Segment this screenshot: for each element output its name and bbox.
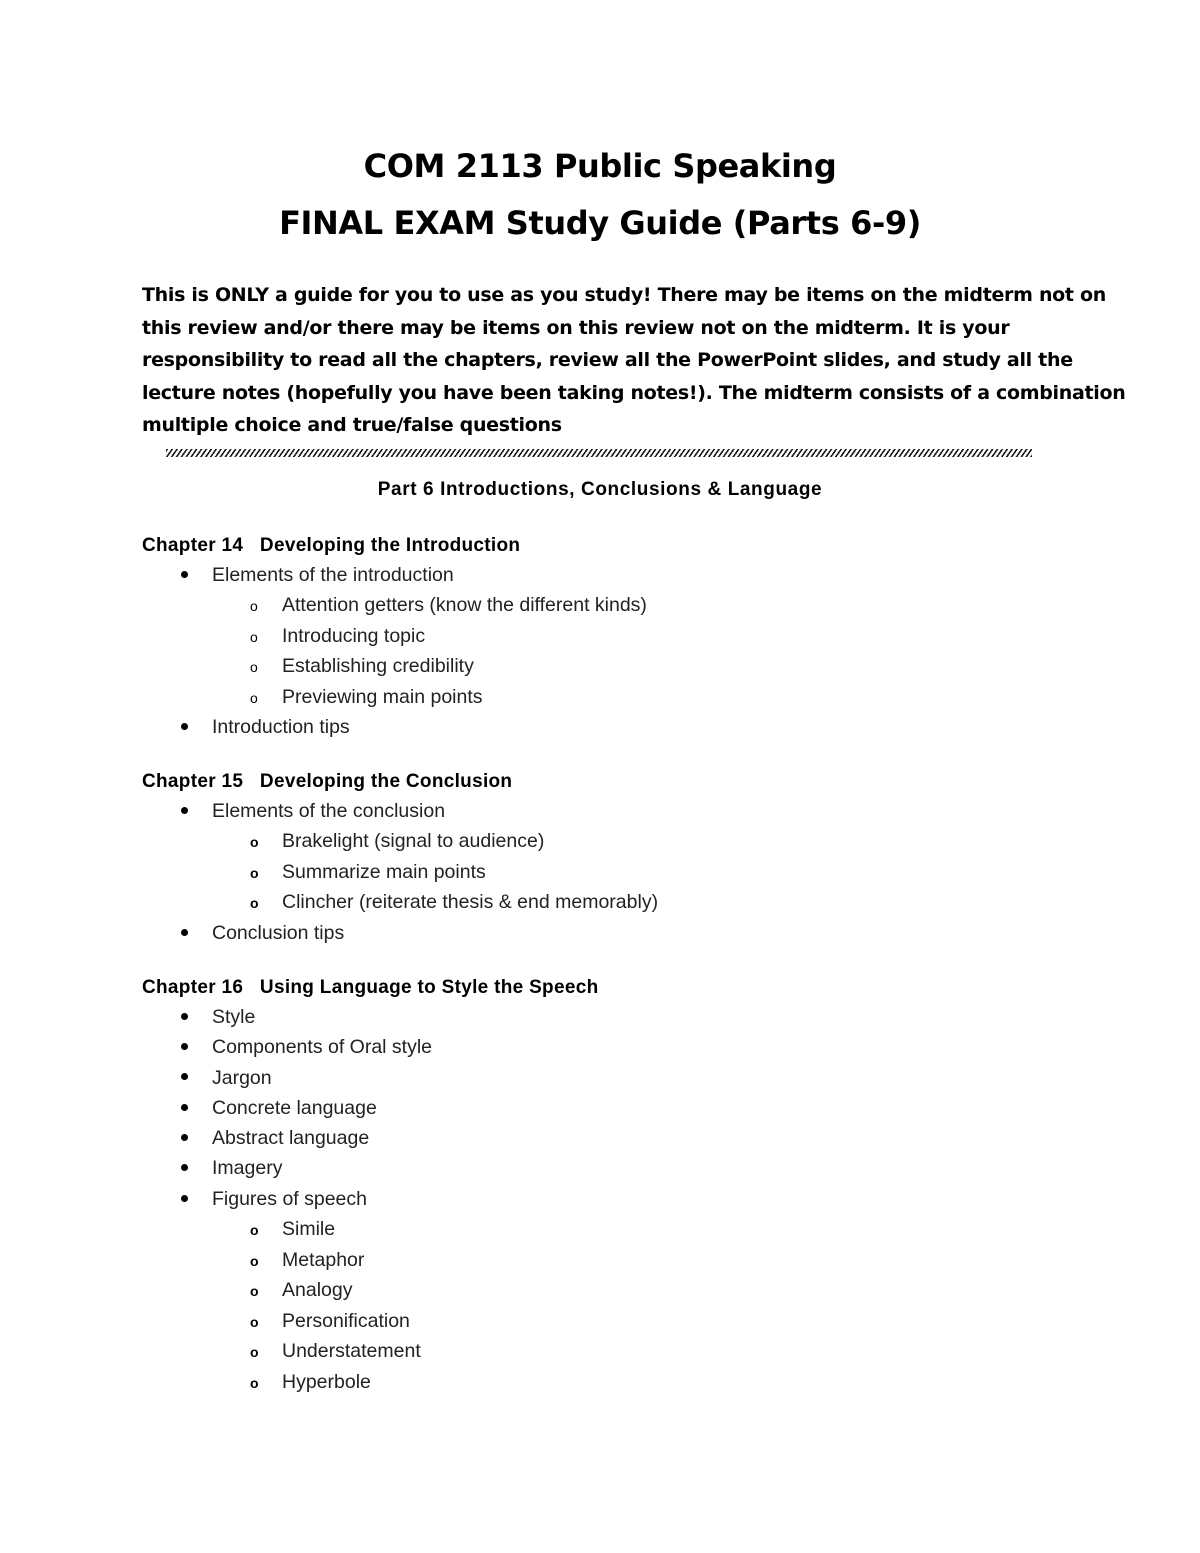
bullet-icon — [179, 1032, 189, 1062]
intro-line: This is ONLY a guide for you to use as you study! There may be items on the midterm not on — [142, 284, 1106, 306]
sub-list — [212, 590, 1142, 712]
sub-list-item — [142, 1306, 1142, 1337]
list-item — [142, 712, 1142, 742]
bullet-icon — [179, 712, 189, 742]
list-item — [142, 1063, 1142, 1093]
intro-line: this review and/or there may be items on this review not on the midterm. It is your — [142, 316, 1010, 339]
sub-item-label: Attention getters (know the different kinds) — [282, 594, 647, 617]
sub-list-item — [142, 651, 1142, 682]
chapter-section — [142, 768, 1142, 948]
circle-bullet-icon: o — [250, 895, 259, 912]
list-item — [142, 1032, 1142, 1062]
sub-list-item — [142, 887, 1142, 918]
bullet-icon — [179, 1184, 189, 1214]
chapter-section — [142, 532, 1142, 743]
intro-line: lecture notes (hopefully you have been taking notes!). The midterm consists of a combination — [142, 381, 1126, 404]
list-item-label: Figures of speech — [212, 1187, 368, 1210]
topic-list — [142, 796, 1142, 948]
circle-bullet-icon: o — [250, 659, 258, 676]
document-title: COM 2113 Public Speaking — [363, 147, 837, 185]
chapter-heading: Chapter 16 Using Language to Style the Speech — [142, 977, 599, 998]
sub-list-item — [142, 857, 1142, 888]
circle-bullet-icon: o — [250, 689, 258, 706]
sub-item-label: Metaphor — [282, 1248, 365, 1271]
list-item-label: Abstract language — [212, 1127, 370, 1150]
sub-list-item — [142, 590, 1142, 621]
intro-line: multiple choice and true/false questions — [142, 414, 562, 437]
circle-bullet-icon: o — [250, 834, 259, 851]
intro-paragraph — [142, 279, 1126, 442]
sub-item-label: Clincher (reiterate thesis & end memorably) — [282, 891, 659, 914]
circle-bullet-icon: o — [250, 628, 258, 645]
sub-item-label: Hyperbole — [282, 1370, 371, 1393]
sub-item-label: Introducing topic — [282, 624, 426, 647]
list-item — [142, 1123, 1142, 1153]
list-item — [142, 1002, 1142, 1032]
sub-list-item — [142, 826, 1142, 857]
sub-item-label: Summarize main points — [282, 860, 486, 883]
list-item — [142, 1093, 1142, 1123]
list-item — [142, 796, 1142, 918]
sub-list-item — [142, 682, 1142, 713]
circle-bullet-icon: o — [250, 1344, 259, 1361]
circle-bullet-icon: o — [250, 1222, 259, 1239]
chapter-heading: Chapter 15 Developing the Conclusion — [142, 771, 513, 792]
bullet-icon — [179, 1002, 189, 1032]
bullet-icon — [179, 1153, 189, 1183]
sub-item-label: Simile — [282, 1218, 336, 1241]
circle-bullet-icon: o — [250, 1374, 259, 1391]
bullet-icon — [179, 918, 189, 948]
sub-list-item — [142, 1245, 1142, 1276]
bullet-icon — [179, 560, 189, 590]
part-heading: Part 6 Introductions, Conclusions & Language — [377, 479, 823, 500]
bullet-icon — [179, 796, 189, 826]
sub-item-label: Personification — [282, 1309, 410, 1332]
sub-item-label: Brakelight (signal to audience) — [282, 830, 545, 853]
sub-list-item — [142, 1275, 1142, 1306]
circle-bullet-icon: o — [250, 1252, 259, 1269]
intro-line: responsibility to read all the chapters, review all the PowerPoint slides, and study all the — [142, 349, 1073, 372]
bullet-icon — [179, 1093, 189, 1123]
list-item-label: Concrete language — [212, 1096, 377, 1119]
list-item-label: Style — [212, 1006, 256, 1028]
sub-list — [212, 826, 1142, 918]
sub-item-label: Analogy — [282, 1279, 353, 1302]
document-subtitle: FINAL EXAM Study Guide (Parts 6-9) — [279, 204, 921, 242]
sub-item-label: Establishing credibility — [282, 655, 474, 678]
sub-list-item — [142, 1367, 1142, 1398]
list-item-label: Imagery — [212, 1157, 283, 1180]
sub-list — [212, 1214, 1142, 1397]
list-item-label: Elements of the introduction — [212, 564, 454, 586]
bullet-icon — [179, 1063, 189, 1093]
sub-item-label: Understatement — [282, 1340, 421, 1363]
sub-list-item — [142, 1336, 1142, 1367]
chapter-section — [142, 974, 1142, 1397]
list-item — [142, 1184, 1142, 1397]
circle-bullet-icon: o — [250, 864, 259, 881]
chapter-heading: Chapter 14 Developing the Introduction — [142, 535, 521, 556]
circle-bullet-icon: o — [250, 1283, 259, 1300]
bullet-icon — [179, 1123, 189, 1153]
list-item-label: Conclusion tips — [212, 921, 345, 944]
circle-bullet-icon: o — [250, 598, 258, 615]
topic-list — [142, 560, 1142, 743]
list-item — [142, 1153, 1142, 1183]
sub-item-label: Previewing main points — [282, 685, 483, 708]
sub-list-item — [142, 1214, 1142, 1245]
section-divider — [166, 449, 1032, 457]
circle-bullet-icon: o — [250, 1313, 259, 1330]
list-item-label: Components of Oral style — [212, 1036, 433, 1059]
list-item-label: Introduction tips — [212, 716, 350, 739]
topic-list — [142, 1002, 1142, 1397]
list-item-label: Elements of the conclusion — [212, 800, 446, 822]
sub-list-item — [142, 621, 1142, 652]
list-item-label: Jargon — [212, 1066, 272, 1089]
list-item — [142, 918, 1142, 948]
list-item — [142, 560, 1142, 712]
